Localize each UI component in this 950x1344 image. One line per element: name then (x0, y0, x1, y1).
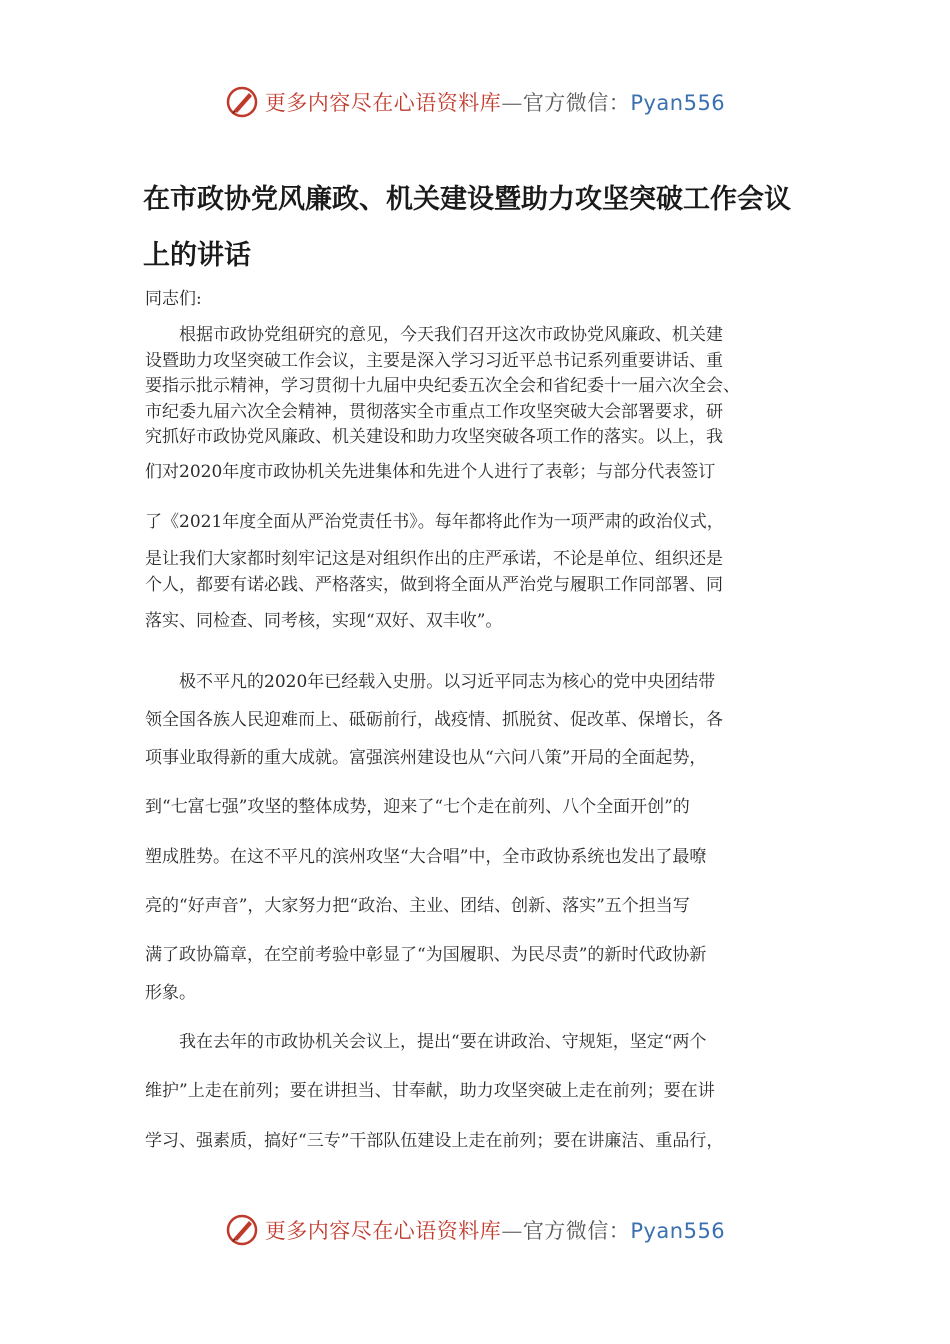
pen-logo-icon (225, 85, 259, 119)
text-line-greeting: 同志们: (145, 289, 202, 309)
pen-logo-icon (225, 1213, 259, 1247)
text-line: 设暨助力攻坚突破工作会议，主要是深入学习习近平总书记系列重要讲话、重 (145, 351, 723, 371)
text-line: 究抓好市政协党风廉政、机关建设和助力攻坚突破各项工作的落实。以上，我 (145, 427, 723, 447)
header-banner (0, 82, 950, 122)
text-line: 亮的“好声音”，大家努力把“政治、主业、团结、创新、落实”五个担当写 (145, 896, 690, 916)
text-line: 要指示批示精神，学习贯彻十九届中央纪委五次全会和省纪委十一届六次全会、 (145, 376, 740, 396)
text-line: 形象。 (145, 983, 196, 1003)
text-line: 根据市政协党组研究的意见，今天我们召开这次市政协党风廉政、机关建 (145, 325, 723, 345)
text-line: 我在去年的市政协机关会议上，提出“要在讲政治、守规矩，坚定“两个 (145, 1032, 707, 1052)
banner-site-name: 更多内容尽在心语资料库 (264, 91, 502, 115)
text-line: 们对2020年度市政协机关先进集体和先进个人进行了表彰；与部分代表签订 (145, 462, 716, 482)
footer-banner (0, 1210, 950, 1250)
banner-wechat-label: 官方微信： (522, 91, 631, 115)
banner-wechat-id: Pyan556 (630, 91, 726, 115)
banner-separator: — (501, 1219, 523, 1243)
text-line: 极不平凡的2020年已经载入史册。以习近平同志为核心的党中央团结带 (145, 672, 716, 692)
document-title: 在市政协党风廉政、机关建设暨助力攻坚突破工作会议上的讲话 (143, 184, 791, 271)
text-line: 维护”上走在前列；要在讲担当、甘奉献，助力攻坚突破上走在前列；要在讲 (145, 1081, 715, 1101)
banner-separator: — (501, 91, 523, 115)
banner-site-name: 更多内容尽在心语资料库 (264, 1219, 502, 1243)
banner-text (265, 1215, 725, 1245)
text-line: 是让我们大家都时刻牢记这是对组织作出的庄严承诺，不论是单位、组织还是 (145, 549, 723, 569)
text-line: 学习、强素质，搞好“三专”干部队伍建设上走在前列；要在讲廉洁、重品行， (145, 1131, 724, 1151)
text-line: 塑成胜势。在这不平凡的滨州攻坚“大合唱”中，全市政协系统也发出了最嘹 (145, 847, 707, 867)
text-line: 到“七富七强”攻坚的整体成势，迎来了“七个走在前列、八个全面开创”的 (145, 797, 690, 817)
text-line: 了《2021年度全面从严治党责任书》。每年都将此作为一项严肃的政治仪式， (145, 512, 724, 532)
text-line: 领全国各族人民迎难而上、砥砺前行，战疫情、抓脱贫、促改革、保增长，各 (145, 710, 723, 730)
banner-wechat-label: 官方微信： (522, 1219, 631, 1243)
text-line: 落实、同检查、同考核，实现“双好、双丰收”。 (145, 611, 503, 631)
banner-wechat-id: Pyan556 (630, 1219, 726, 1243)
banner-text (265, 87, 725, 117)
text-line: 市纪委九届六次全会精神，贯彻落实全市重点工作攻坚突破大会部署要求，研 (145, 402, 723, 422)
text-line: 个人，都要有诺必践、严格落实，做到将全面从严治党与履职工作同部署、同 (145, 575, 723, 595)
text-line: 项事业取得新的重大成就。富强滨州建设也从“六问八策”开局的全面起势， (145, 748, 707, 768)
text-line: 满了政协篇章，在空前考验中彰显了“为国履职、为民尽责”的新时代政协新 (145, 945, 707, 965)
